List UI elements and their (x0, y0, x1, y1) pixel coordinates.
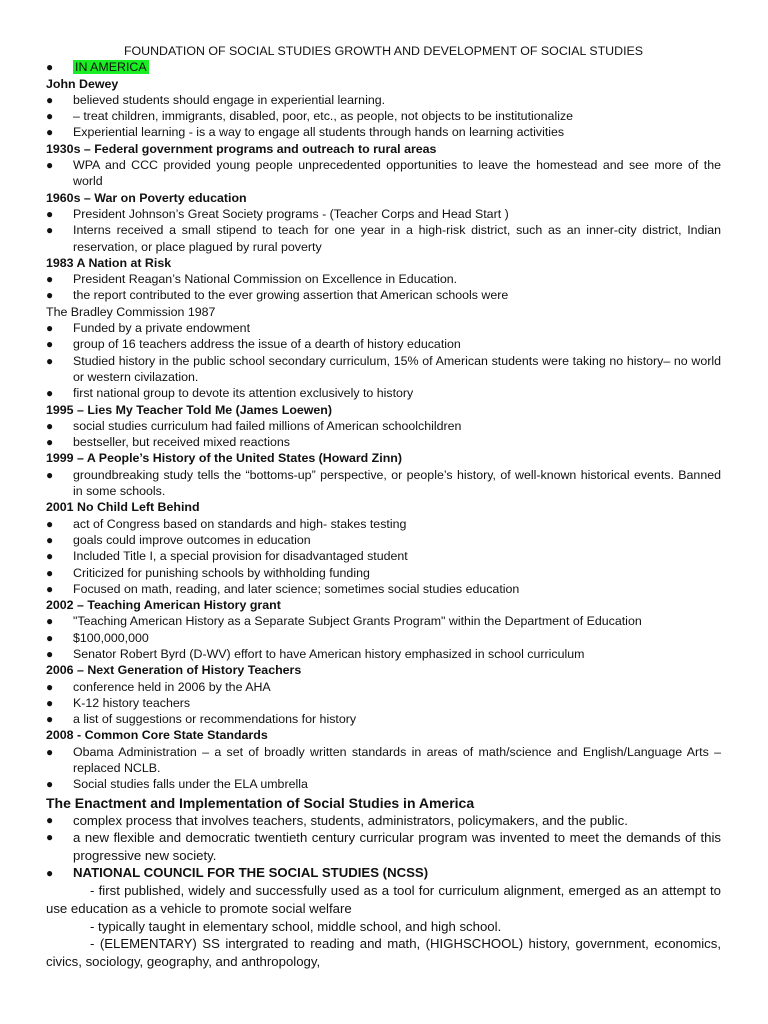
bullet-item: ● Studied history in the public school secondary curriculum, 15% of American students were taking no history– no world or western civilazation. (46, 353, 721, 386)
ncss-heading: ● NATIONAL COUNCIL FOR THE SOCIAL STUDIES (NCSS) (46, 864, 721, 882)
enactment-heading: The Enactment and Implementation of Social Studies in America (46, 794, 475, 811)
bullet-item: ● Social studies falls under the ELA umbrella (46, 776, 721, 792)
section-heading: John Dewey (46, 76, 119, 91)
bullet-item: ● Experiential learning - is a way to engage all students through hands on learning activities (46, 124, 721, 140)
document-page (46, 43, 721, 970)
section-heading: 2008 - Common Core State Standards (46, 728, 268, 743)
ncss-paragraph: - first published, widely and successfully used as a tool for curriculum alignment, emerged as an attempt to use education as a vehicle to promote social welfare (46, 883, 721, 917)
enactment-bullet: ● complex process that involves teachers, students, administrators, policymakers, and the public. (46, 812, 721, 830)
bullet-item: ● President Reagan’s National Commission on Excellence in Education. (46, 271, 721, 287)
section-heading: 2006 – Next Generation of History Teachers (46, 663, 302, 678)
bullet-item: ● Funded by a private endowment (46, 320, 721, 336)
section-heading: The Bradley Commission 1987 (46, 304, 216, 319)
region-label: IN AMERICA (75, 60, 147, 75)
section-heading: 1995 – Lies My Teacher Told Me (James Loewen) (46, 402, 333, 417)
region-bullet (46, 59, 721, 75)
document-title: FOUNDATION OF SOCIAL STUDIES GROWTH AND DEVELOPMENT OF SOCIAL STUDIES (123, 44, 644, 58)
section-heading: 2001 No Child Left Behind (46, 500, 200, 515)
bullet-item: ● act of Congress based on standards and high- stakes testing (46, 516, 721, 532)
bullet-item: ● $100,000,000 (46, 630, 721, 646)
section-heading: 1960s – War on Poverty education (46, 190, 247, 205)
section-heading: 2002 – Teaching American History grant (46, 598, 281, 613)
ncss-paragraph: - typically taught in elementary school, middle school, and high school. (90, 918, 502, 934)
bullet-item: ● the report contributed to the ever growing assertion that American schools were (46, 287, 721, 303)
bullet-item: ● President Johnson’s Great Society programs - (Teacher Corps and Head Start ) (46, 206, 721, 222)
bullet-item: ● goals could improve outcomes in education (46, 532, 721, 548)
enactment-bullet: ● a new flexible and democratic twentieth century curricular program was invented to meet the demands of this progressive new society. (46, 829, 721, 864)
section-heading: 1983 A Nation at Risk (46, 255, 172, 270)
bullet-item: ● WPA and CCC provided young people unprecedented opportunities to leave the homestead and see more of the world (46, 157, 721, 190)
bullet-item: ● first national group to devote its attention exclusively to history (46, 385, 721, 401)
bullet-item: ● "Teaching American History as a Separate Subject Grants Program" within the Department of Education (46, 613, 721, 629)
ncss-paragraphs (46, 882, 721, 970)
bullet-item: ● Focused on math, reading, and later science; sometimes social studies education (46, 581, 721, 597)
bullet-item: ● Senator Robert Byrd (D-WV) effort to have American history emphasized in school curriculum (46, 646, 721, 662)
bullet-item: ● Obama Administration – a set of broadly written standards in areas of math/science and English/Language Arts – replaced NCLB. (46, 744, 721, 777)
bullet-item: ● K-12 history teachers (46, 695, 721, 711)
bullet-item: ● Interns received a small stipend to teach for one year in a high-risk district, such as an inner-city district, Indian reservation, or place plagued by rural poverty (46, 222, 721, 255)
enactment-list (46, 812, 721, 865)
enactment-section (46, 794, 721, 971)
ncss-paragraph: - (ELEMENTARY) SS intergrated to reading and math, (HIGHSCHOOL) history, government, economics, civics, sociology, geography, and anthropology, (46, 936, 721, 969)
bullet-item: ● a list of suggestions or recommendations for history (46, 711, 721, 727)
bullet-item: ● groundbreaking study tells the “bottoms-up” perspective, or people’s history, of well-known historical events. Banned in some schools. (46, 467, 721, 500)
bullet-item: ● believed students should engage in experiential learning. (46, 92, 721, 108)
bullet-item: ● Included Title I, a special provision for disadvantaged student (46, 548, 721, 564)
bullet-item: ● conference held in 2006 by the AHA (46, 679, 721, 695)
section-heading: 1999 – A People’s History of the United States (Howard Zinn) (46, 451, 402, 466)
bullet-item: ● Criticized for punishing schools by withholding funding (46, 565, 721, 581)
timeline-sections (46, 76, 721, 793)
bullet-item: ● bestseller, but received mixed reactions (46, 434, 721, 450)
bullet-item: ● group of 16 teachers address the issue of a dearth of history education (46, 336, 721, 352)
section-heading: 1930s – Federal government programs and outreach to rural areas (46, 141, 437, 156)
bullet-item: ● – treat children, immigrants, disabled, poor, etc., as people, not objects to be institutionalize (46, 108, 721, 124)
bullet-item: ● social studies curriculum had failed millions of American schoolchildren (46, 418, 721, 434)
